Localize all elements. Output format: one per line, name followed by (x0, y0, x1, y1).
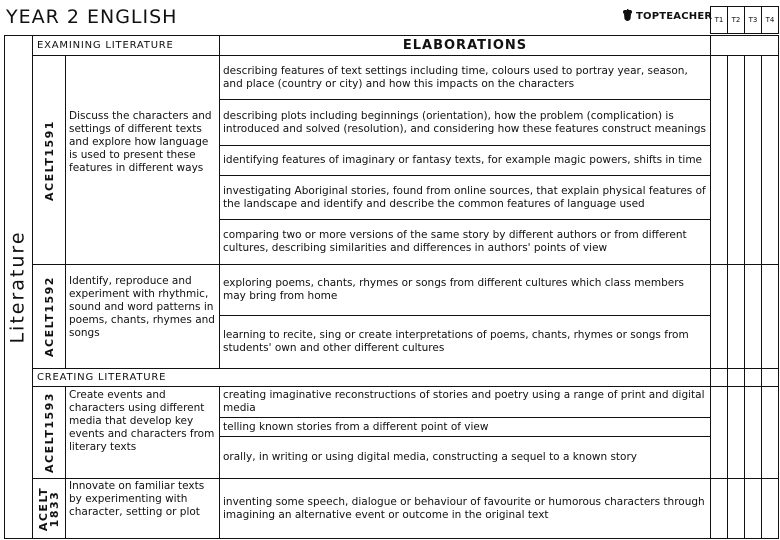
outcome-code: ACELT1592 (42, 276, 56, 357)
term-4-header: T4 (761, 6, 779, 34)
outcome-code: ACELT1591 (42, 119, 56, 201)
elaboration-item: describing plots including beginnings (orientation), how the problem (complication) is introduced and solved (resolution), and considering how these features construct meanings (223, 109, 707, 135)
page-title: YEAR 2 ENGLISH (6, 6, 178, 28)
outcome-code: ACELT 1833 (37, 486, 62, 531)
elaboration-item: exploring poems, chants, rhymes or songs from different cultures which class members may bring from home (223, 277, 685, 302)
brand-name: TOPTEACHER (636, 10, 713, 22)
section-heading-creating: CREATING LITERATURE (37, 372, 167, 383)
elaboration-item: learning to recite, sing or create interpretations of poems, chants, rhymes or songs from students' own and other different cultures (223, 329, 689, 354)
brand-logo (622, 7, 712, 25)
elaborations-heading: ELABORATIONS (402, 38, 528, 53)
term-1-header: T1 (710, 6, 728, 34)
outcome-description: Create events and characters using different media that develop key events and characters from literary texts (69, 389, 215, 453)
elaboration-item: identifying features of imaginary or fantasy texts, for example magic powers, shifts in time (223, 154, 703, 166)
elaboration-item: inventing some speech, dialogue or behaviour of favourite or humorous characters through imagining an alternative event or outcome in the original text (223, 495, 705, 521)
term-column-line (744, 55, 745, 539)
term-3-header: T3 (744, 6, 762, 34)
elaboration-item: comparing two or more versions of the same story by different authors or from different cultures, describing similarities and differences in authors' points of view (223, 229, 687, 254)
term-column-line (761, 55, 762, 539)
elaboration-item: telling known stories from a different point of view (223, 420, 489, 433)
elaboration-item: creating imaginative reconstructions of stories and poetry using a range of print and digital media (223, 389, 705, 414)
outcome-description: Identify, reproduce and experiment with rhythmic, sound and word patterns in poems, chants, rhymes and songs (69, 275, 215, 339)
term-column-line (727, 55, 728, 539)
elaboration-item: orally, in writing or using digital media, constructing a sequel to a known story (223, 451, 637, 463)
outcome-description: Innovate on familiar texts by experimenting with character, setting or plot (69, 480, 205, 518)
elaboration-item: describing features of text settings including time, colours used to portray year, season, and place (country or city) and how this impacts on the characters (223, 64, 688, 90)
outcome-description: Discuss the characters and settings of different texts and explore how language is used to present these features in different ways (69, 110, 212, 174)
section-heading-examining: EXAMINING LITERATURE (37, 40, 174, 51)
elaboration-item: investigating Aboriginal stories, found from online sources, that explain physical features of the landscape and identify and describe the common features of language used (223, 184, 706, 210)
term-2-header: T2 (727, 6, 745, 34)
outcome-code: ACELT1593 (42, 392, 56, 473)
acorn-icon (622, 9, 633, 23)
term-column-line (710, 35, 711, 539)
strand-label: Literature (7, 230, 30, 344)
